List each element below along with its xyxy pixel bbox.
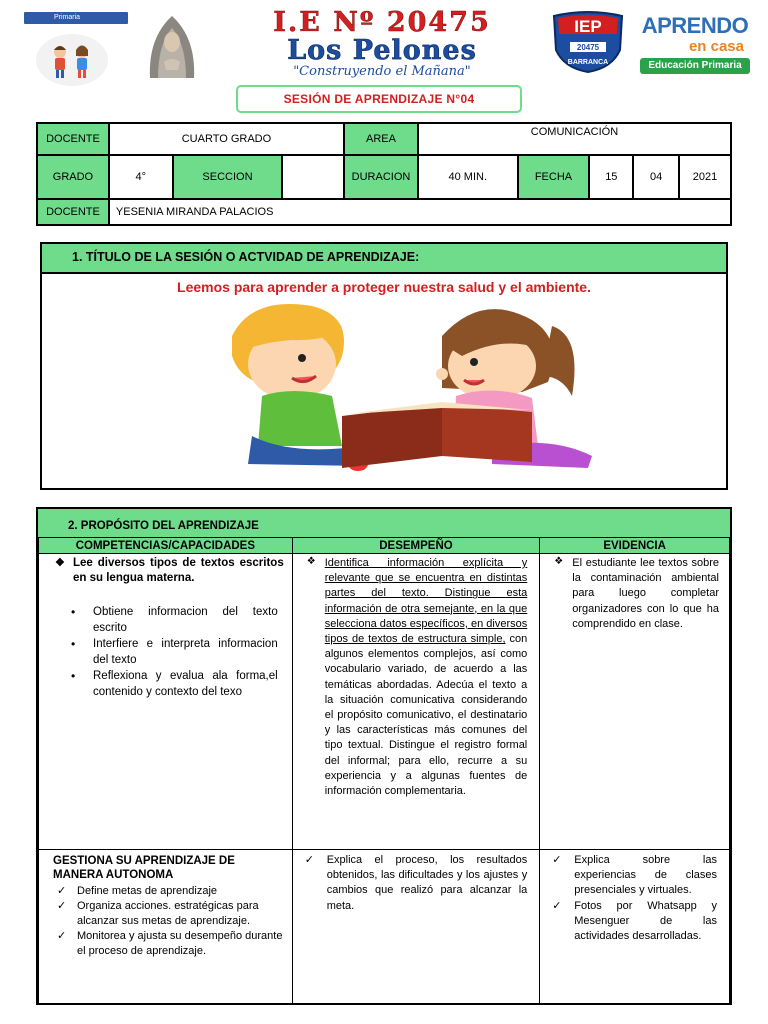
- capacidades-list: [53, 884, 284, 959]
- area-label: AREA: [344, 123, 418, 155]
- list-item: ✓ Monitorea y ajusta su desempeño durante el proceso de aprendizaje.: [57, 930, 283, 957]
- desempeno-cell: [292, 850, 540, 1004]
- seccion-value: [282, 155, 344, 199]
- purpose-table: [38, 537, 730, 1004]
- school-motto: "Construyendo el Mañana": [293, 64, 471, 79]
- list-item: ✓ Explica sobre las experiencias de clases presenciales y virtuales.: [552, 854, 717, 897]
- docente2-value: YESENIA MIRANDA PALACIOS: [109, 199, 731, 225]
- aprendo-en-casa-logo: [640, 14, 750, 74]
- school-name: Los Pelones: [287, 35, 477, 66]
- seccion-label: SECCION: [173, 155, 283, 199]
- fecha-label: FECHA: [518, 155, 590, 199]
- duracion-label: DURACION: [344, 155, 418, 199]
- desempeno-text: Explica el proceso, los resultados obtenidos, las dificultades y los ajustes y cambios que realizó para alcanzar la meta.: [326, 854, 528, 912]
- children-reading-illustration: [192, 296, 592, 476]
- checkmark-icon: ✓: [57, 885, 67, 897]
- session-title: SESIÓN DE APRENDIZAJE N°04: [236, 85, 522, 113]
- checkmark-icon: ✓: [304, 854, 314, 866]
- iep-city: BARRANCA: [567, 59, 609, 66]
- aprendo-subtitle: en casa: [688, 38, 744, 55]
- diamond-bullet-icon: ❖: [55, 557, 65, 569]
- competencia-text: GESTIONA SU APRENDIZAJE DE MANERA AUTONOMA: [53, 855, 235, 881]
- list-item: ✓ Fotos por Whatsapp y Mesenguer de las actividades desarrolladas.: [552, 899, 717, 943]
- diamond-outline-bullet-icon: ❖: [554, 556, 564, 567]
- competencia-cell: [39, 850, 293, 1004]
- primaria-tag: Primaria: [24, 12, 128, 24]
- desempeno-rest: con algunos elementos complejos, así como vocabulario variado, de acuerdo a las temáticas abordadas. Adecúa el texto a la situación comunicativa considerando el propósito comunicativo, el destinatario y las características más comunes del tipo textual. Distingue el registro formal del informal; para ello, recurre a su experiencia y a algunas fuentes de información complementaria.: [324, 633, 528, 798]
- iep-number: 20475: [576, 43, 600, 52]
- evidencia-text: El estudiante lee textos sobre la contaminación ambiental para luego completar organizadores con lo que ha comprendido en clase.: [572, 557, 719, 630]
- list-item: • Obtiene informacion del texto escrito: [69, 604, 278, 636]
- desempeno-text: [305, 556, 528, 799]
- list-item: • Interfiere e interpreta informacion del texto: [69, 636, 278, 668]
- competencia-text: Lee diversos tipos de textos escritos en su lengua materna.: [73, 557, 284, 584]
- list-item: • Reflexiona y evalua ala forma,el contenido y contexto del texo: [69, 668, 278, 700]
- section-title-session: [40, 242, 728, 490]
- col-header-desempeno: DESEMPEÑO: [292, 538, 540, 554]
- list-item: ✓ Organiza acciones. estratégicas para alcanzar sus metas de aprendizaje.: [57, 900, 259, 927]
- col-header-evidencia: EVIDENCIA: [540, 538, 730, 554]
- section-purpose: [36, 507, 732, 1005]
- docente2-label: DOCENTE: [37, 199, 109, 225]
- section2-heading: 2. PROPÓSITO DEL APRENDIZAJE: [38, 509, 730, 537]
- docente-value: CUARTO GRADO: [109, 123, 344, 155]
- fecha-month: 04: [633, 155, 679, 199]
- checkmark-icon: ✓: [57, 930, 67, 942]
- saint-image: [140, 8, 204, 80]
- checkmark-icon: ✓: [57, 900, 67, 912]
- session-subtitle: Leemos para aprender a proteger nuestra salud y el ambiente.: [177, 279, 591, 295]
- list-item: ✓ Define metas de aprendizaje: [57, 885, 218, 897]
- list-item: [293, 853, 540, 914]
- aprendo-title: APRENDO: [641, 13, 749, 38]
- table-row: [39, 850, 730, 1004]
- duracion-value: 40 MIN.: [418, 155, 518, 199]
- iep-text: IEP: [574, 17, 602, 36]
- school-title: [222, 8, 542, 80]
- desempeno-underlined: Identifica información explícita y relevante que se encuentra en distintas partes del texto. Distingue esta información de otra semejante, en la que selecciona datos específicos, en diversos tipos de textos de estructura simple,: [324, 557, 528, 646]
- docente-label: DOCENTE: [37, 123, 109, 155]
- fecha-year: 2021: [679, 155, 731, 199]
- evidencia-cell: [540, 850, 730, 1004]
- fecha-day: 15: [589, 155, 633, 199]
- kids-logo: [32, 28, 112, 88]
- info-table: [36, 122, 732, 226]
- grado-label: GRADO: [37, 155, 109, 199]
- desempeno-cell: [292, 554, 540, 850]
- grado-value: 4°: [109, 155, 173, 199]
- section1-heading: 1. TÍTULO DE LA SESIÓN O ACTVIDAD DE APRENDIZAJE:: [42, 244, 726, 274]
- table-row: [39, 554, 730, 850]
- capacidades-list: [69, 604, 278, 700]
- checkmark-icon: ✓: [552, 854, 562, 866]
- checkmark-icon: ✓: [552, 899, 562, 912]
- competencia-cell: [39, 554, 293, 850]
- diamond-outline-bullet-icon: ❖: [306, 556, 316, 567]
- iep-shield-logo: [550, 10, 626, 74]
- area-value: COMUNICACIÓN: [418, 123, 731, 155]
- school-number: I.E Nº 20475: [273, 7, 491, 38]
- aprendo-level: Educación Primaria: [640, 58, 750, 74]
- col-header-competencias: COMPETENCIAS/CAPACIDADES: [39, 538, 293, 554]
- evidencia-cell: [540, 554, 730, 850]
